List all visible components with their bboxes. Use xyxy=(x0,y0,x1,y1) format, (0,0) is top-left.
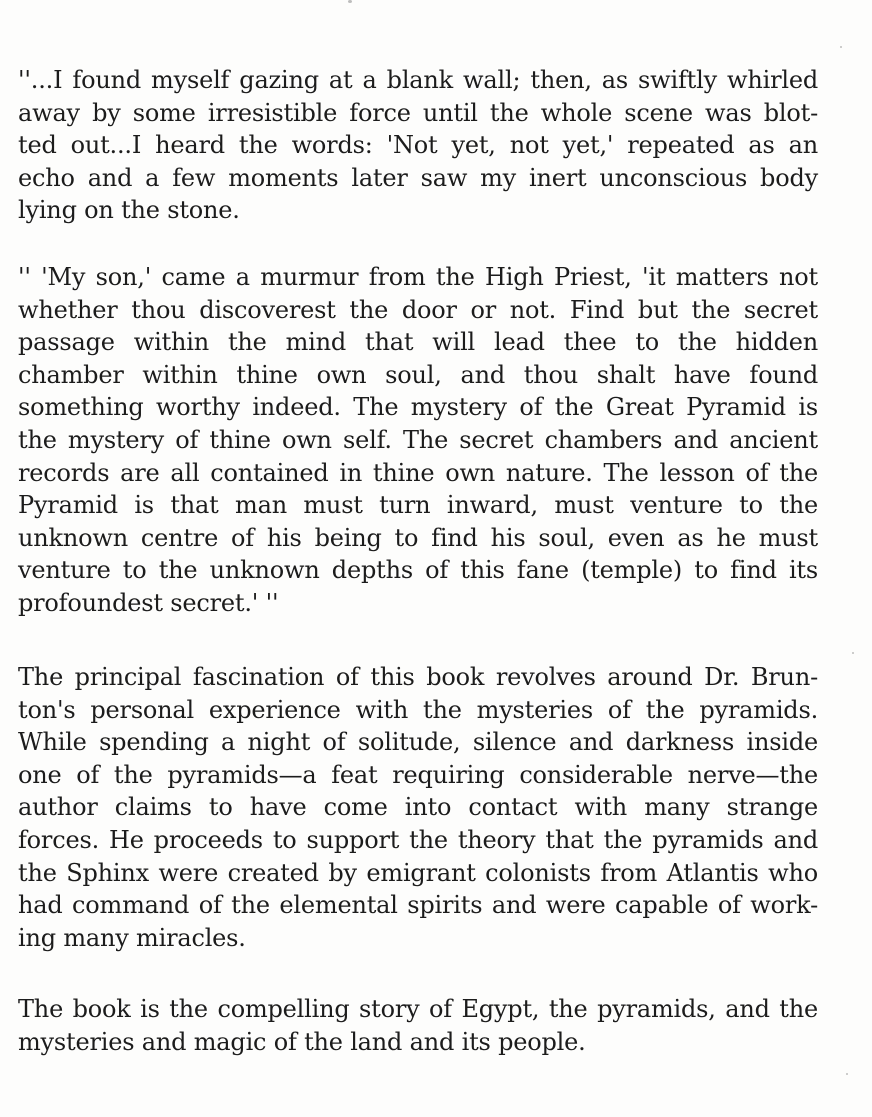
text-line: whether thou discoverest the door or not. Find but the secret xyxy=(18,295,818,324)
text-line: ing many miracles. xyxy=(18,923,246,952)
text-line: mysteries and magic of the land and its people. xyxy=(18,1027,586,1056)
text-line: author claims to have come into contact with many strange xyxy=(18,793,818,822)
text-line: The principal fascination of this book revolves around Dr. Brun- xyxy=(18,663,818,691)
paper-speck xyxy=(846,1073,848,1075)
text-line: forces. He proceeds to support the theory that the pyramids and xyxy=(18,825,818,854)
text-line: unknown centre of his being to find his soul, even as he must xyxy=(18,523,818,552)
text-line: Pyramid is that man must turn inward, must venture to the xyxy=(18,491,818,520)
text-line: ton's personal experience with the mysteries of the pyramids. xyxy=(18,695,818,724)
text-line: ''...I found myself gazing at a blank wall; then, as swiftly whirled xyxy=(18,66,818,94)
text-line: '' 'My son,' came a murmur from the High Priest, 'it matters not xyxy=(18,263,818,291)
paper-speck xyxy=(348,0,352,3)
text-line: the mystery of thine own self. The secret chambers and ancient xyxy=(18,425,818,454)
paper-speck xyxy=(852,652,854,654)
text-line: the Sphinx were created by emigrant colonists from Atlantis who xyxy=(18,858,818,887)
text-line: passage within the mind that will lead thee to the hidden xyxy=(18,328,818,357)
paper-speck xyxy=(840,46,842,48)
paragraph-book-description xyxy=(18,661,818,954)
text-line: venture to the unknown depths of this fane (temple) to find its xyxy=(18,556,818,585)
text-line: something worthy indeed. The mystery of the Great Pyramid is xyxy=(18,393,818,422)
paragraph-closing-summary xyxy=(18,993,818,1058)
paragraph-high-priest-quote xyxy=(18,261,818,620)
paragraph-quote-opening xyxy=(18,64,818,227)
text-line: profoundest secret.' '' xyxy=(18,588,279,617)
text-line: While spending a night of solitude, silence and darkness inside xyxy=(18,728,818,757)
text-line: lying on the stone. xyxy=(18,196,240,225)
text-line: away by some irresistible force until the whole scene was blot- xyxy=(18,98,818,127)
text-line: one of the pyramids—a feat requiring considerable nerve—the xyxy=(18,760,818,789)
text-line: echo and a few moments later saw my inert unconscious body xyxy=(18,163,818,192)
text-line: chamber within thine own soul, and thou shalt have found xyxy=(18,360,818,389)
text-line: ted out...I heard the words: 'Not yet, not yet,' repeated as an xyxy=(18,131,818,160)
text-line: records are all contained in thine own nature. The lesson of the xyxy=(18,458,818,487)
text-line: had command of the elemental spirits and were capable of work- xyxy=(18,891,818,920)
text-line: The book is the compelling story of Egypt, the pyramids, and the xyxy=(18,995,818,1023)
